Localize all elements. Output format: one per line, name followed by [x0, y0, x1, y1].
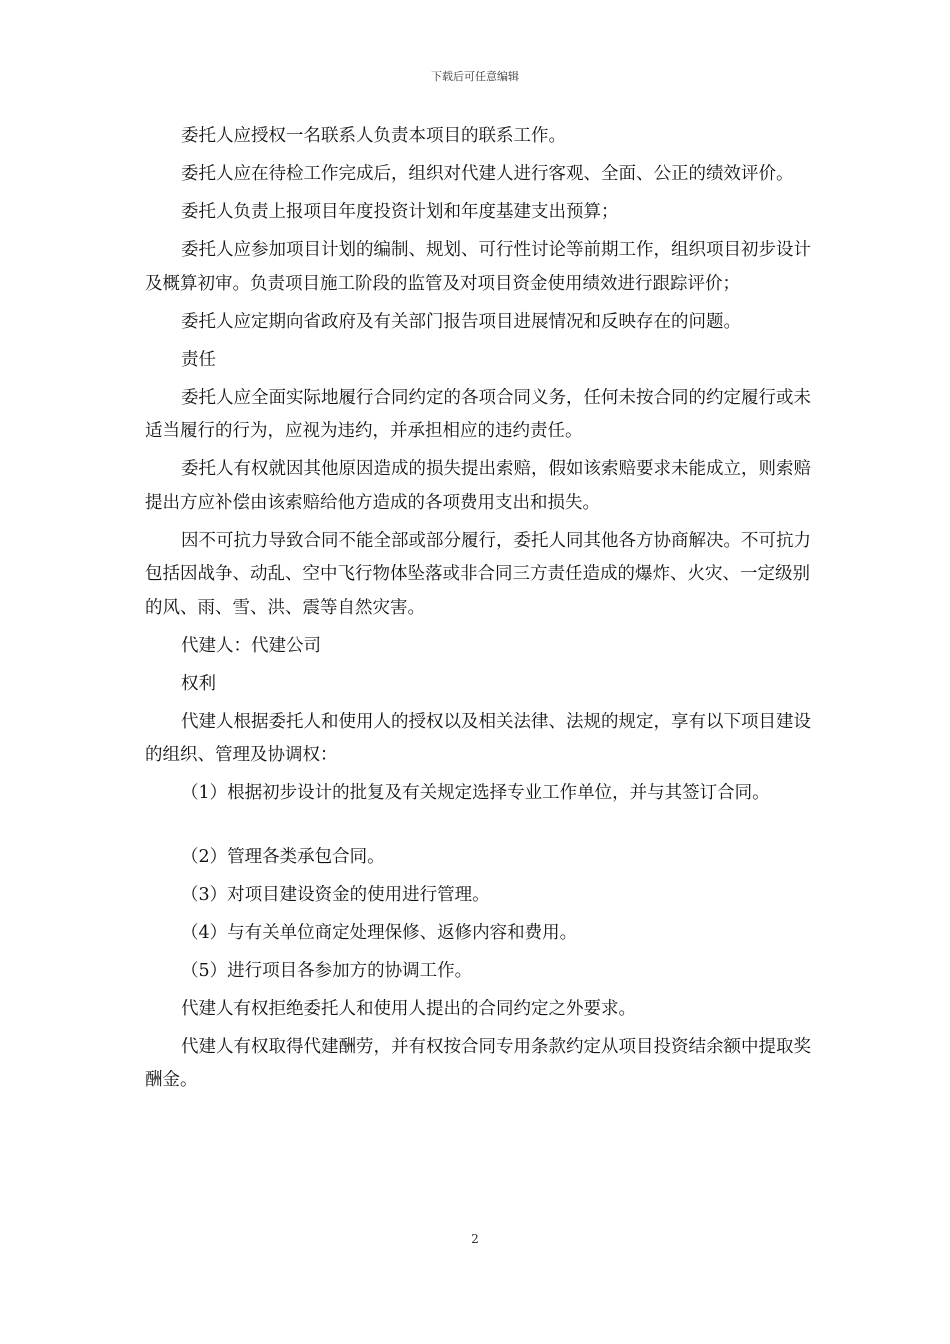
page-number: 2 — [471, 1232, 479, 1246]
paragraph: 委托人有权就因其他原因造成的损失提出索赔，假如该索赔要求未能成立，则索赔提出方应补偿由该索赔给他方造成的各项费用支出和损失。 — [145, 459, 811, 513]
list-item: （3）对项目建设资金的使用进行管理。 — [181, 884, 490, 905]
section-heading-agent: 代建人：代建公司 — [181, 635, 321, 656]
list-item: （5）进行项目各参加方的协调工作。 — [181, 960, 473, 981]
paragraph: 代建人有权取得代建酬劳，并有权按合同专用条款约定从项目投资结余额中提取奖酬金。 — [145, 1036, 811, 1090]
list-item: （1）根据初步设计的批复及有关规定选择专业工作单位，并与其签订合同。 — [181, 783, 770, 803]
paragraph: 委托人应授权一名联系人负责本项目的联系工作。 — [181, 126, 566, 146]
list-item: （2）管理各类承包合同。 — [181, 846, 385, 867]
paragraph: 因不可抗力导致合同不能全部或部分履行，委托人同其他各方协商解决。不可抗力包括因战争、动乱、空中飞行物体坠落或非合同三方责任造成的爆炸、火灾、一定级别的风、雨、雪、洪、震等自然灾害。 — [145, 530, 811, 618]
list-item: （4）与有关单位商定处理保修、返修内容和费用。 — [181, 922, 578, 943]
paragraph: 委托人负责上报项目年度投资计划和年度基建支出预算； — [181, 202, 619, 222]
page-header: 下载后可任意编辑 — [431, 70, 519, 83]
paragraph: 委托人应参加项目计划的编制、规划、可行性讨论等前期工作，组织项目初步设计及概算初审。负责项目施工阶段的监管及对项目资金使用绩效进行跟踪评价； — [145, 240, 811, 294]
paragraph: 代建人根据委托人和使用人的授权以及相关法律、法规的规定，享有以下项目建设的组织、管理及协调权： — [145, 711, 811, 765]
paragraph: 委托人应定期向省政府及有关部门报告项目进展情况和反映存在的问题。 — [181, 311, 741, 332]
paragraph: 代建人有权拒绝委托人和使用人提出的合同约定之外要求。 — [181, 998, 636, 1019]
document-body — [145, 120, 815, 1102]
paragraph: 委托人应在待检工作完成后，组织对代建人进行客观、全面、公正的绩效评价。 — [181, 164, 794, 184]
paragraph: 委托人应全面实际地履行合同约定的各项合同义务，任何未按合同的约定履行或未适当履行的行为，应视为违约，并承担相应的违约责任。 — [145, 387, 811, 441]
section-heading-rights: 权利 — [181, 673, 216, 694]
section-heading-responsibility: 责任 — [181, 349, 216, 370]
